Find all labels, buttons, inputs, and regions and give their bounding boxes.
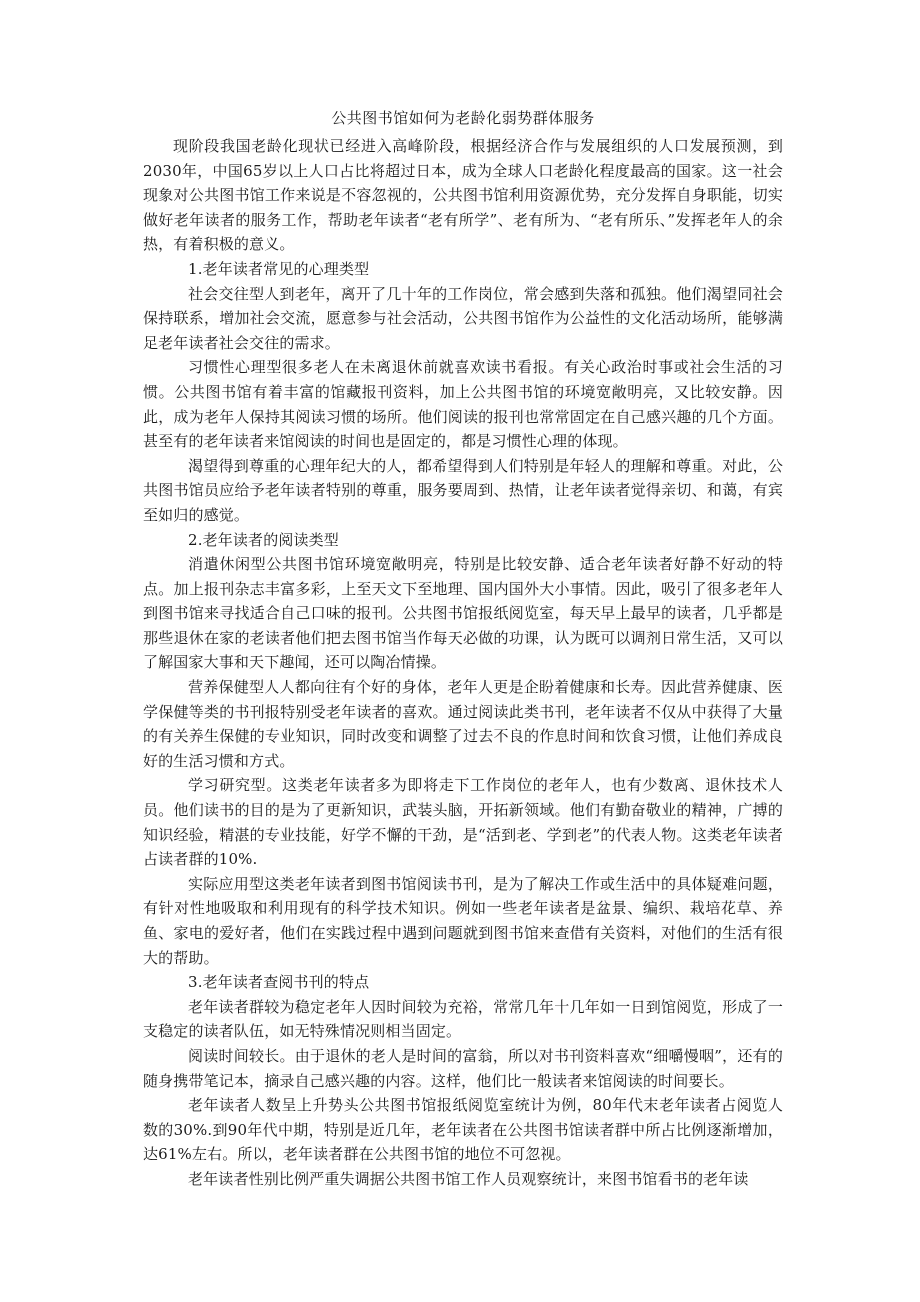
paragraph-leisure-type: 消遣休闲型公共图书馆环境宽敞明亮，特别是比较安静、适合老年读者好静不好动的特点。加上报刊杂志丰富多彩，上至天文下至地理、国内国外大小事情。因此，吸引了很多老年人到图书馆来寻找适合自己口味的报刊。公共图书馆报纸阅览室，每天早上最早的读者，几乎都是那些退休在家的老读者他们把去图书馆当作每天必做的功课，认为既可以调剂日常生活，又可以了解国家大事和天下趣闻，还可以陶冶情操。: [143, 555, 783, 672]
paragraph-study-type: 学习研究型。这类老年读者多为即将走下工作岗位的老年人，也有少数离、退休技术人员。他们读书的目的是为了更新知识，武装头脑，开拓新领域。他们有勤奋敬业的精神，广搏的知识经验，精湛的专业技能，好学不懈的干劲，是“活到老、学到老”的代表人物。这类老年读者占读者群的10%.: [143, 776, 783, 869]
paragraph-rising-numbers: 老年读者人数呈上升势头公共图书馆报纸阅览室统计为例，80年代末老年读者占阅览人数的30%.到90年代中期，特别是近几年，老年读者在公共图书馆读者群中所占比例逐渐增加，达61%左右。所以，老年读者群在公共图书馆的地位不可忽视。: [143, 1096, 783, 1164]
paragraph-respect-type: 渴望得到尊重的心理年纪大的人，都希望得到人们特别是年轻人的理解和尊重。对此，公共图书馆员应给予老年读者特别的尊重，服务要周到、热情，让老年读者觉得亲切、和蔼，有宾至如归的感觉。: [143, 456, 783, 524]
section-heading-2: 2.老年读者的阅读类型: [188, 530, 339, 549]
paragraph-gender-ratio: 老年读者性别比例严重失调据公共图书馆工作人员观察统计，来图书馆看书的老年读: [188, 1169, 749, 1188]
paragraph-stable-group: 老年读者群较为稳定老年人因时间较为充裕，常常几年十几年如一日到馆阅览，形成了一支稳定的读者队伍，如无特殊情况则相当固定。: [143, 997, 783, 1041]
paragraph-practical-type: 实际应用型这类老年读者到图书馆阅读书刊，是为了解决工作或生活中的具体疑难问题，有针对性地吸取和利用现有的科学技术知识。例如一些老年读者是盆景、编织、栽培花草、养鱼、家电的爱好者，他们在实践过程中遇到问题就到图书馆来查借有关资料，对他们的生活有很大的帮助。: [143, 874, 783, 967]
paragraph-long-reading: 阅读时间较长。由于退休的老人是时间的富翁，所以对书刊资料喜欢“细嚼慢咽”，还有的随身携带笔记本，摘录自己感兴趣的内容。这样，他们比一般读者来馆阅读的时间要长。: [143, 1046, 783, 1090]
intro-paragraph: 现阶段我国老龄化现状已经进入高峰阶段，根据经济合作与发展组织的人口发展预测，到2030年，中国65岁以上人口占比将超过日本，成为全球人口老龄化程度最高的国家。这一社会现象对公共图书馆工作来说是不容忽视的，公共图书馆利用资源优势，充分发挥自身职能，切实做好老年读者的服务工作，帮助老年读者“老有所学”、老有所为、“老有所乐、”发挥老年人的余热，有着积极的意义。: [143, 137, 783, 254]
document-page: [143, 106, 783, 1192]
section-heading-3: 3.老年读者查阅书刊的特点: [188, 973, 370, 992]
paragraph-habit-type: 习惯性心理型很多老人在未离退休前就喜欢读书看报。有关心政治时事或社会生活的习惯。公共图书馆有着丰富的馆藏报刊资料，加上公共图书馆的环境宽敞明亮，又比较安静。因此，成为老年人保持其阅读习惯的场所。他们阅读的报刊也常常固定在自己感兴趣的几个方面。甚至有的老年读者来馆阅读的时间也是固定的，都是习惯性心理的体现。: [143, 358, 783, 451]
paragraph-social-type: 社会交往型人到老年，离开了几十年的工作岗位，常会感到失落和孤独。他们渴望同社会保持联系，增加社会交流，愿意参与社会活动，公共图书馆作为公益性的文化活动场所，能够满足老年读者社会交往的需求。: [143, 284, 783, 352]
document-title: 公共图书馆如何为老龄化弱势群体服务: [331, 109, 595, 127]
section-heading-1: 1.老年读者常见的心理类型: [188, 259, 370, 278]
paragraph-health-type: 营养保健型人人都向往有个好的身体，老年人更是企盼着健康和长寿。因此营养健康、医学保健等类的书刊报特别受老年读者的喜欢。通过阅读此类书刊，老年读者不仅从中获得了大量的有关养生保健的专业知识，同时改变和调整了过去不良的作息时间和饮食习惯，让他们养成良好的生活习惯和方式。: [143, 678, 783, 770]
